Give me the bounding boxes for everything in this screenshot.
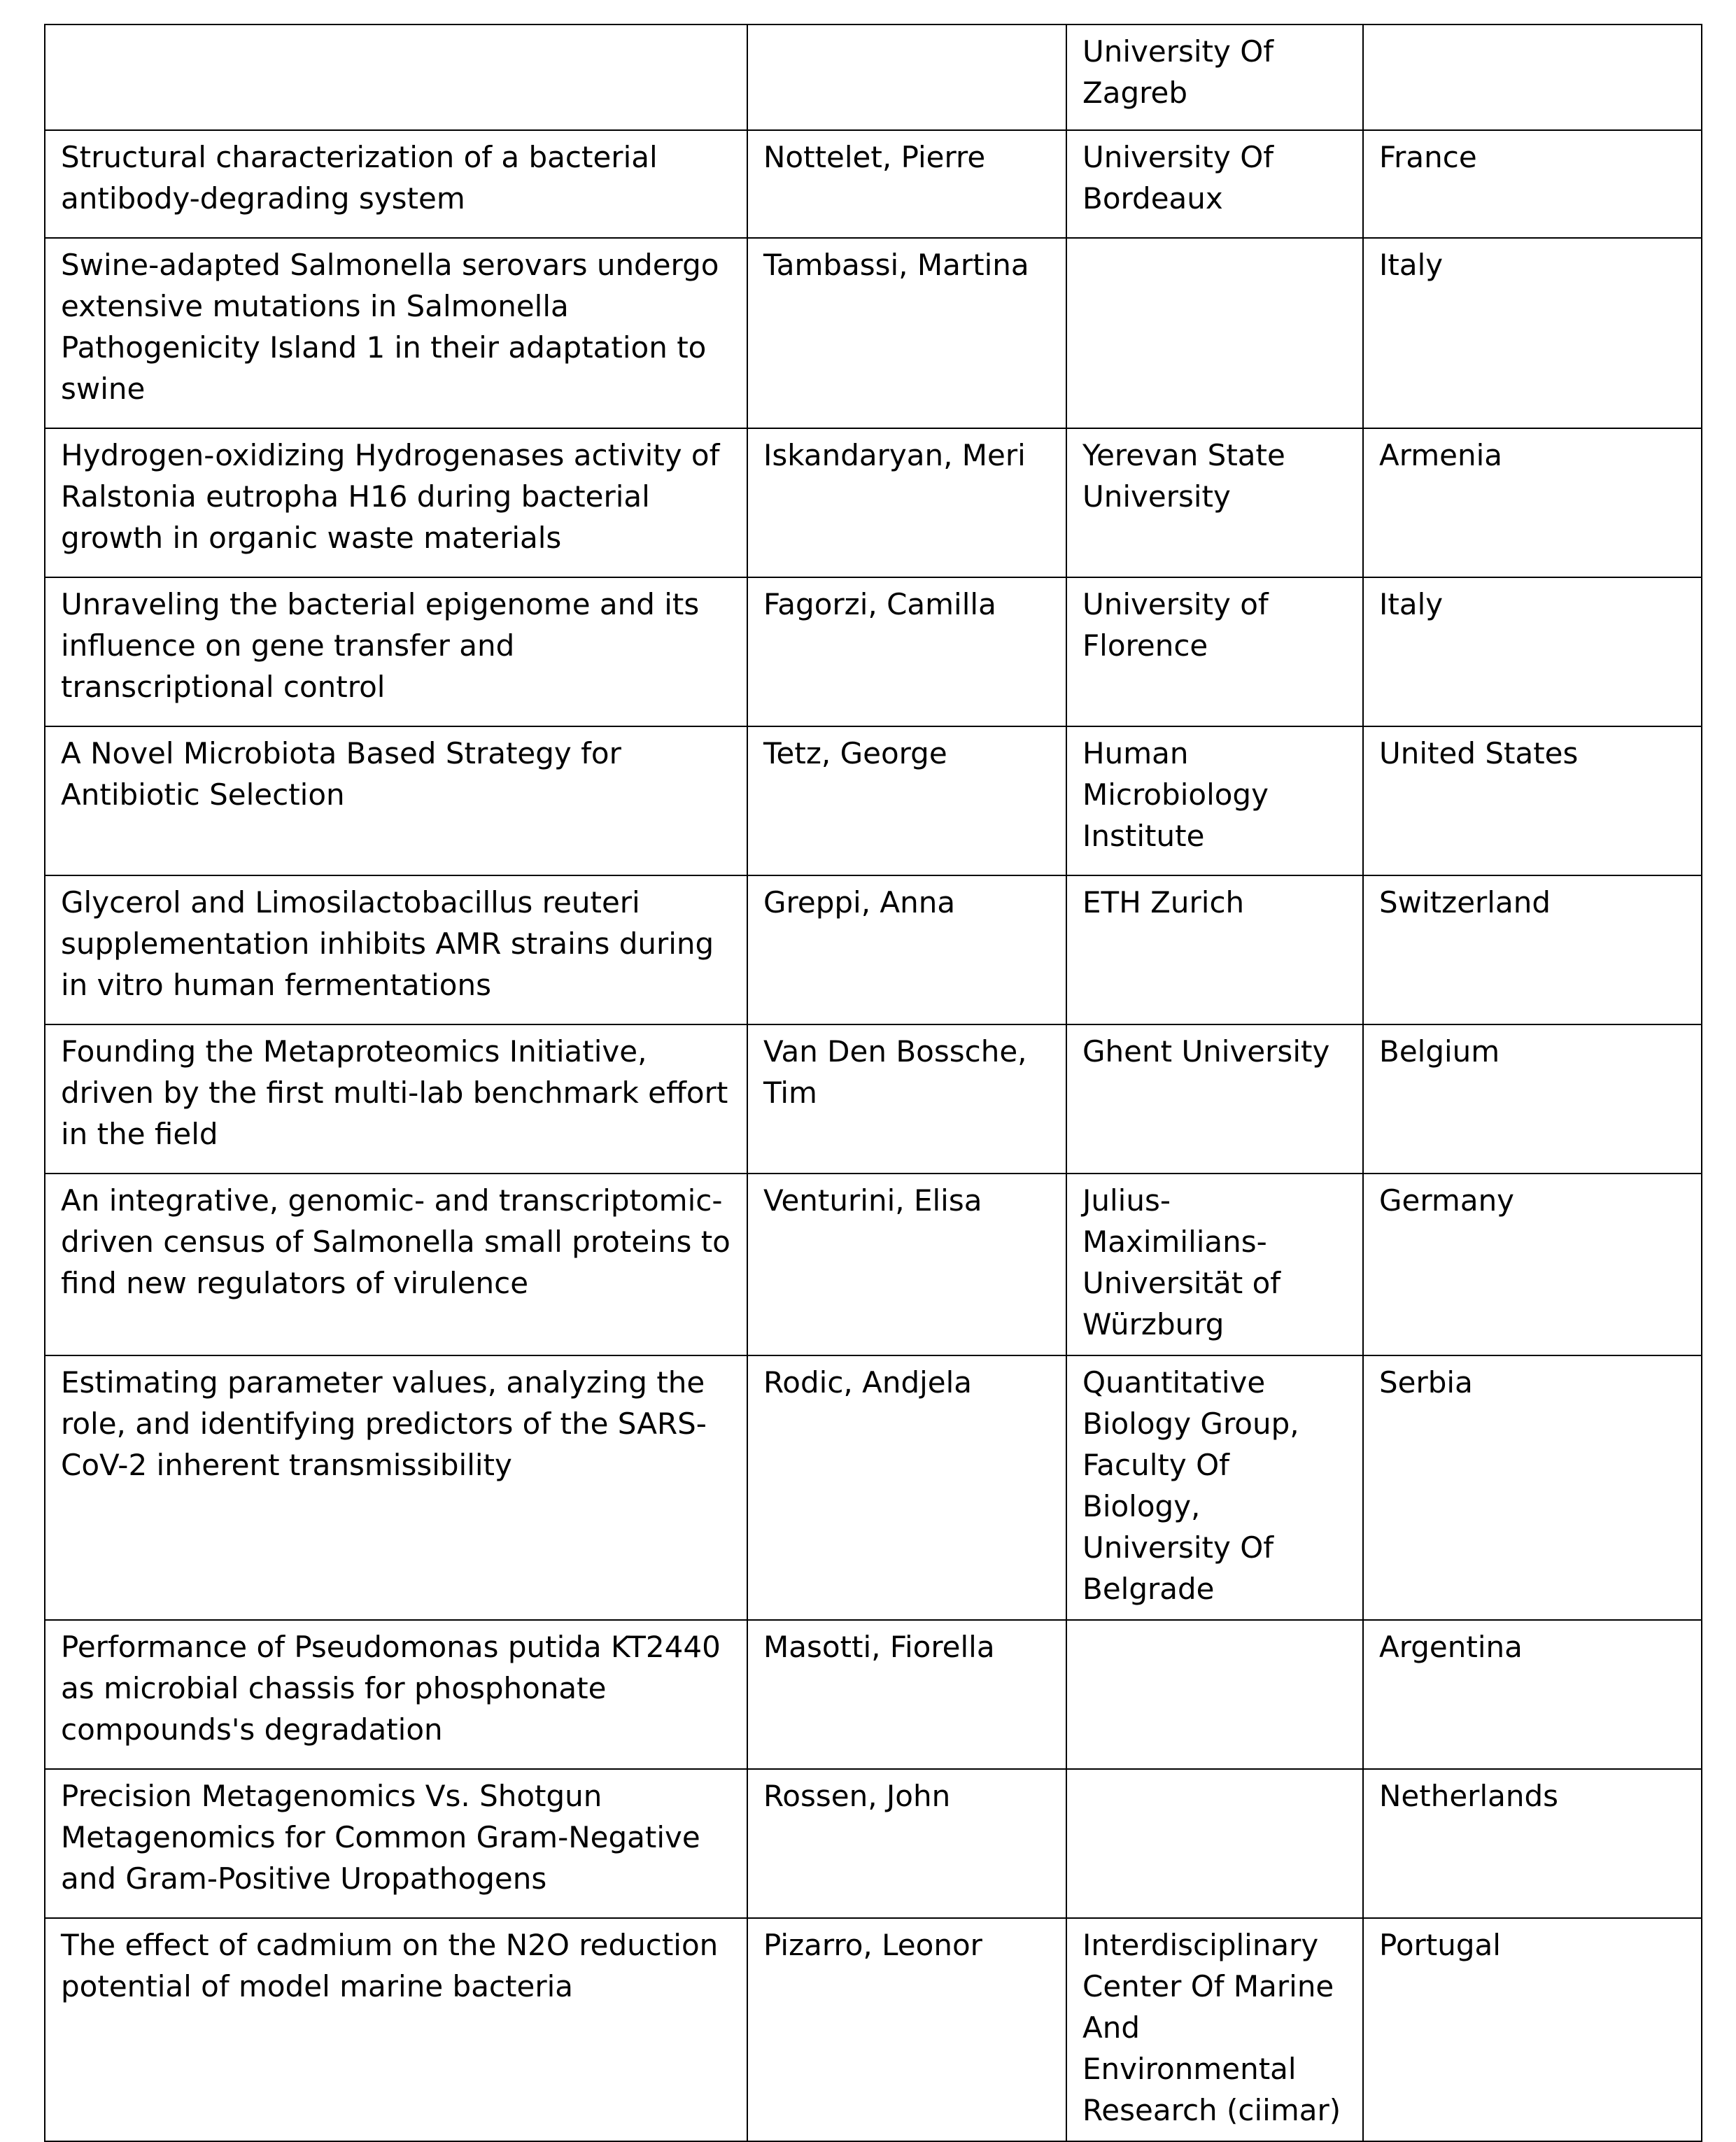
name-cell: Tambassi, Martina — [747, 238, 1066, 428]
country-cell: Serbia — [1363, 1355, 1702, 1620]
title-cell: Hydrogen-oxidizing Hydrogenases activity of Ralstonia eutropha H16 during bacterial growth in organic waste materials — [45, 428, 747, 577]
title-cell: A Novel Microbiota Based Strategy for Antibiotic Selection — [45, 726, 747, 875]
institution-cell: University Of Zagreb — [1066, 24, 1363, 130]
table-row — [45, 130, 1702, 238]
institution-cell: ETH Zurich — [1066, 875, 1363, 1024]
institution-cell: Julius-Maximilians-Universität of Würzburg — [1066, 1174, 1363, 1355]
name-cell — [747, 24, 1066, 130]
table-row — [45, 428, 1702, 577]
title-cell: An integrative, genomic- and transcriptomic-driven census of Salmonella small proteins to find new regulators of virulence — [45, 1174, 747, 1355]
title-cell: Performance of Pseudomonas putida KT2440 as microbial chassis for phosphonate compounds's degradation — [45, 1620, 747, 1769]
institution-cell — [1066, 1620, 1363, 1769]
country-cell: France — [1363, 130, 1702, 238]
country-cell: Italy — [1363, 238, 1702, 428]
name-cell: Van Den Bossche, Tim — [747, 1024, 1066, 1174]
country-cell: Armenia — [1363, 428, 1702, 577]
title-cell: Precision Metagenomics Vs. Shotgun Metagenomics for Common Gram-Negative and Gram-Positive Uropathogens — [45, 1769, 747, 1918]
table-row — [45, 1174, 1702, 1355]
country-cell: Belgium — [1363, 1024, 1702, 1174]
institution-cell: Human Microbiology Institute — [1066, 726, 1363, 875]
country-cell: Netherlands — [1363, 1769, 1702, 1918]
name-cell: Masotti, Fiorella — [747, 1620, 1066, 1769]
table-row — [45, 1024, 1702, 1174]
name-cell: Tetz, George — [747, 726, 1066, 875]
institution-cell: Quantitative Biology Group, Faculty Of Biology, University Of Belgrade — [1066, 1355, 1363, 1620]
table-row — [45, 238, 1702, 428]
name-cell: Nottelet, Pierre — [747, 130, 1066, 238]
country-cell: United States — [1363, 726, 1702, 875]
institution-cell — [1066, 238, 1363, 428]
name-cell: Greppi, Anna — [747, 875, 1066, 1024]
title-cell — [45, 24, 747, 130]
country-cell — [1363, 24, 1702, 130]
country-cell: Portugal — [1363, 1918, 1702, 2141]
institution-cell: Yerevan State University — [1066, 428, 1363, 577]
title-cell: Structural characterization of a bacterial antibody-degrading system — [45, 130, 747, 238]
title-cell: Estimating parameter values, analyzing the role, and identifying predictors of the SARS-CoV-2 inherent transmissibility — [45, 1355, 747, 1620]
table-row — [45, 1769, 1702, 1918]
title-cell: Swine-adapted Salmonella serovars undergo extensive mutations in Salmonella Pathogenicity Island 1 in their adaptation to swine — [45, 238, 747, 428]
title-cell: Unraveling the bacterial epigenome and its influence on gene transfer and transcriptional control — [45, 577, 747, 726]
title-cell: The effect of cadmium on the N2O reduction potential of model marine bacteria — [45, 1918, 747, 2141]
table-row — [45, 577, 1702, 726]
name-cell: Iskandaryan, Meri — [747, 428, 1066, 577]
table-row — [45, 875, 1702, 1024]
country-cell: Switzerland — [1363, 875, 1702, 1024]
name-cell: Rossen, John — [747, 1769, 1066, 1918]
institution-cell: University of Florence — [1066, 577, 1363, 726]
country-cell: Germany — [1363, 1174, 1702, 1355]
table-row — [45, 1620, 1702, 1769]
name-cell: Venturini, Elisa — [747, 1174, 1066, 1355]
table-row — [45, 24, 1702, 130]
name-cell: Fagorzi, Camilla — [747, 577, 1066, 726]
table-row — [45, 1918, 1702, 2141]
institution-cell: Ghent University — [1066, 1024, 1363, 1174]
title-cell: Founding the Metaproteomics Initiative, driven by the first multi-lab benchmark effort in the field — [45, 1024, 747, 1174]
table-row — [45, 726, 1702, 875]
institution-cell: University Of Bordeaux — [1066, 130, 1363, 238]
name-cell: Rodic, Andjela — [747, 1355, 1066, 1620]
country-cell: Argentina — [1363, 1620, 1702, 1769]
country-cell: Italy — [1363, 577, 1702, 726]
table-row — [45, 1355, 1702, 1620]
institution-cell: Interdisciplinary Center Of Marine And Environmental Research (ciimar) — [1066, 1918, 1363, 2141]
title-cell: Glycerol and Limosilactobacillus reuteri supplementation inhibits AMR strains during in vitro human fermentations — [45, 875, 747, 1024]
name-cell: Pizarro, Leonor — [747, 1918, 1066, 2141]
submissions-table — [44, 24, 1702, 2142]
institution-cell — [1066, 1769, 1363, 1918]
